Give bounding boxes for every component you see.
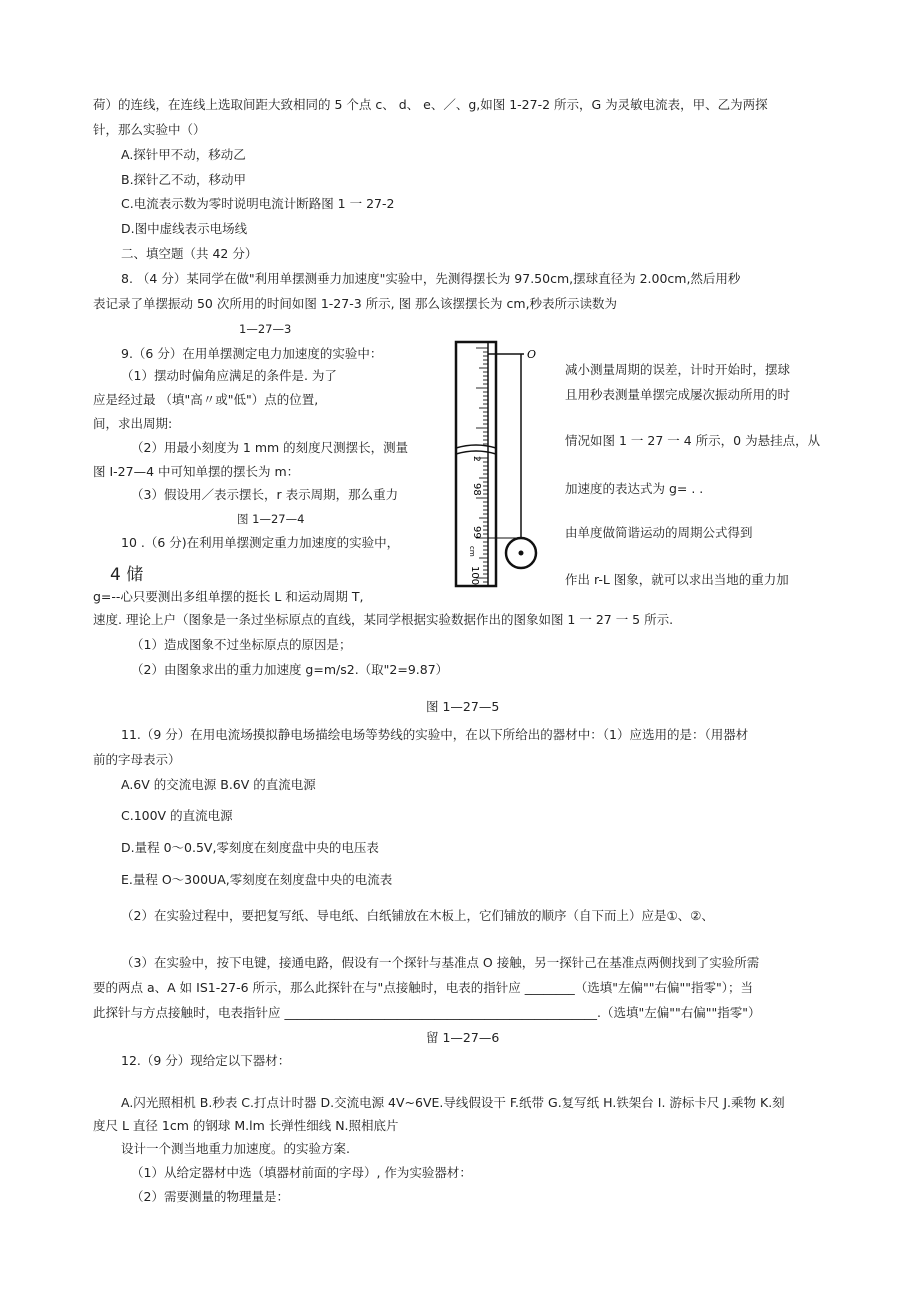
text-line: 设计一个测当地重力加速度。的实验方案. [121, 1141, 350, 1156]
text-line: 留 1—27—6 [426, 1030, 500, 1045]
text-line: （2）用最小刻度为 1 mm 的刻度尺测摆长，测量 [131, 440, 409, 455]
text-line: 9.（6 分）在用单摆测定电力加速度的实验中： [121, 346, 383, 361]
text-line: （2）需要测量的物理量是： [131, 1189, 289, 1204]
text-line: 二、填空题（共 42 分） [121, 246, 258, 261]
text-line: D.量程 0～0.5V,零刻度在刻度盘中央的电压表 [121, 840, 379, 855]
text-line: C.电流表示数为零时说明电流计断路图 1 一 27-2 [121, 196, 395, 211]
label-98: 98 [471, 483, 482, 496]
text-line: C.100V 的直流电源 [121, 808, 233, 823]
text-line: 8. （4 分）某同学在做"利用单摆测垂力加速度"实验中，先测得摆长为 97.50cm,摆球直径为 2.00cm,然后用秒 [121, 271, 741, 286]
text-line: 11.（9 分）在用电流场摸拟静电场描绘电场等势线的实验中，在以下所给出的器材中：（1）应选用的是：（用器材 [121, 727, 749, 742]
text-line: 1—27—3 [239, 322, 292, 336]
text-line: E.量程 O～300UA,零刻度在刻度盘中央的电流表 [121, 872, 393, 887]
text-line: 前的字母表示） [93, 752, 181, 767]
text-line: A.探针甲不动，移动乙 [121, 147, 246, 162]
text-line: 12.（9 分）现给定以下器材： [121, 1053, 291, 1068]
text-line: 荷）的连线，在连线上选取间距大致相同的 5 个点 c、 d、 e、／、g,如图 1-27-2 所示，G 为灵敏电流表，甲、乙为两探 [93, 97, 768, 112]
text-line: 针，那么实验中（） [93, 122, 206, 137]
text-line: B.探针乙不动，移动甲 [121, 172, 247, 187]
label-100: 100 [469, 566, 480, 586]
text-line: 图 I-27—4 中可知单摆的摆长为 m： [93, 464, 300, 479]
text-line: （2）在实验过程中，要把复写纸、导电纸、白纸铺放在木板上，它们铺放的顺序（自下而上）应是①、②、 [121, 908, 714, 923]
label-99: 99 [471, 526, 482, 539]
text-line: 10 .（6 分)在利用单摆测定重力加速度的实验中， [121, 535, 400, 550]
text-line: 情况如图 1 一 27 一 4 所示，0 为悬挂点，从 [565, 433, 821, 448]
text-line: （3）在实验中，按下电键，接通电路，假设有一个探针与基准点 O 接触，另一探针己在基准点两侧找到了实验所需 [121, 955, 760, 970]
text-line: A.闪光照相机 B.秒表 C.打点计时器 D.交流电源 4V~6VE.导线假设干 F.纸带 G.复写纸 H.铁架台 I. 游标卡尺 J.乘物 K.刻 [121, 1095, 785, 1110]
text-line: D.图中虚线表示电场线 [121, 221, 248, 236]
text-line: 4 储 [110, 565, 144, 585]
text-line: 要的两点 a、A 如 IS1-27-6 所示，那么此探针在与"点接触时，电表的指针应 ________（选填"左偏""右偏""指零"）；当 [93, 980, 754, 995]
text-line: （3）假设用／表示摆长，r 表示周期，那么重力 [131, 487, 399, 502]
ruler-pendulum-figure [446, 340, 566, 590]
text-line: 由单度做简谐运动的周期公式得到 [565, 525, 753, 540]
text-line: 速度. 理论上户（图象是一条过坐标原点的直线，某同学根据实验数据作出的图象如图 1 一 27 一 5 所示. [93, 612, 674, 627]
ball-center [519, 551, 524, 556]
text-line: （2）由图象求出的重力加速度 g=m/s2.（取"2=9.87） [131, 662, 449, 677]
label-cm: cm [468, 546, 476, 557]
text-line: 应是经过最 （填"高〃或"低"）点的位置, [93, 392, 319, 407]
text-line: 度尺 L 直径 1cm 的钢球 M.lm 长弹性细线 N.照相底片 [93, 1118, 399, 1133]
text-line: 图 1—27—5 [426, 699, 500, 714]
text-line: 此探针与方点接触时，电表指针应 __________________________________________________.（选填"左偏""右偏""指零"） [93, 1005, 761, 1020]
text-line: 减小测量周期的误差，计时开始时，摆球 [565, 362, 791, 377]
text-line: 表记录了单摆振动 50 次所用的时间如图 1-27-3 所示, 图 那么该摆摆长为 cm,秒表所示读数为 [93, 296, 618, 311]
text-line: 且用秒表测量单摆完成屡次振动所用的时 [565, 387, 791, 402]
label-o: O [527, 348, 537, 361]
text-line: g=--心只要测出多组单摆的挺长 L 和运动周期 T, [93, 589, 364, 604]
text-line: A.6V 的交流电源 B.6V 的直流电源 [121, 777, 316, 792]
text-line: 图 1—27—4 [237, 512, 305, 526]
text-line: （1）从给定器材中选（填器材前面的字母）, 作为实验器材： [131, 1165, 472, 1180]
text-line: 加速度的表达式为 g= . . [565, 481, 704, 496]
text-line: （1）造成图象不过坐标原点的原因是； [131, 637, 352, 652]
text-line: 间，求出周期: [93, 416, 173, 431]
label-2: 2 [471, 456, 481, 462]
text-line: 作出 r-L 图象，就可以求出当地的重力加 [565, 572, 789, 587]
text-line: （1）摆动时偏角应满足的条件是. 为了 [121, 368, 337, 383]
